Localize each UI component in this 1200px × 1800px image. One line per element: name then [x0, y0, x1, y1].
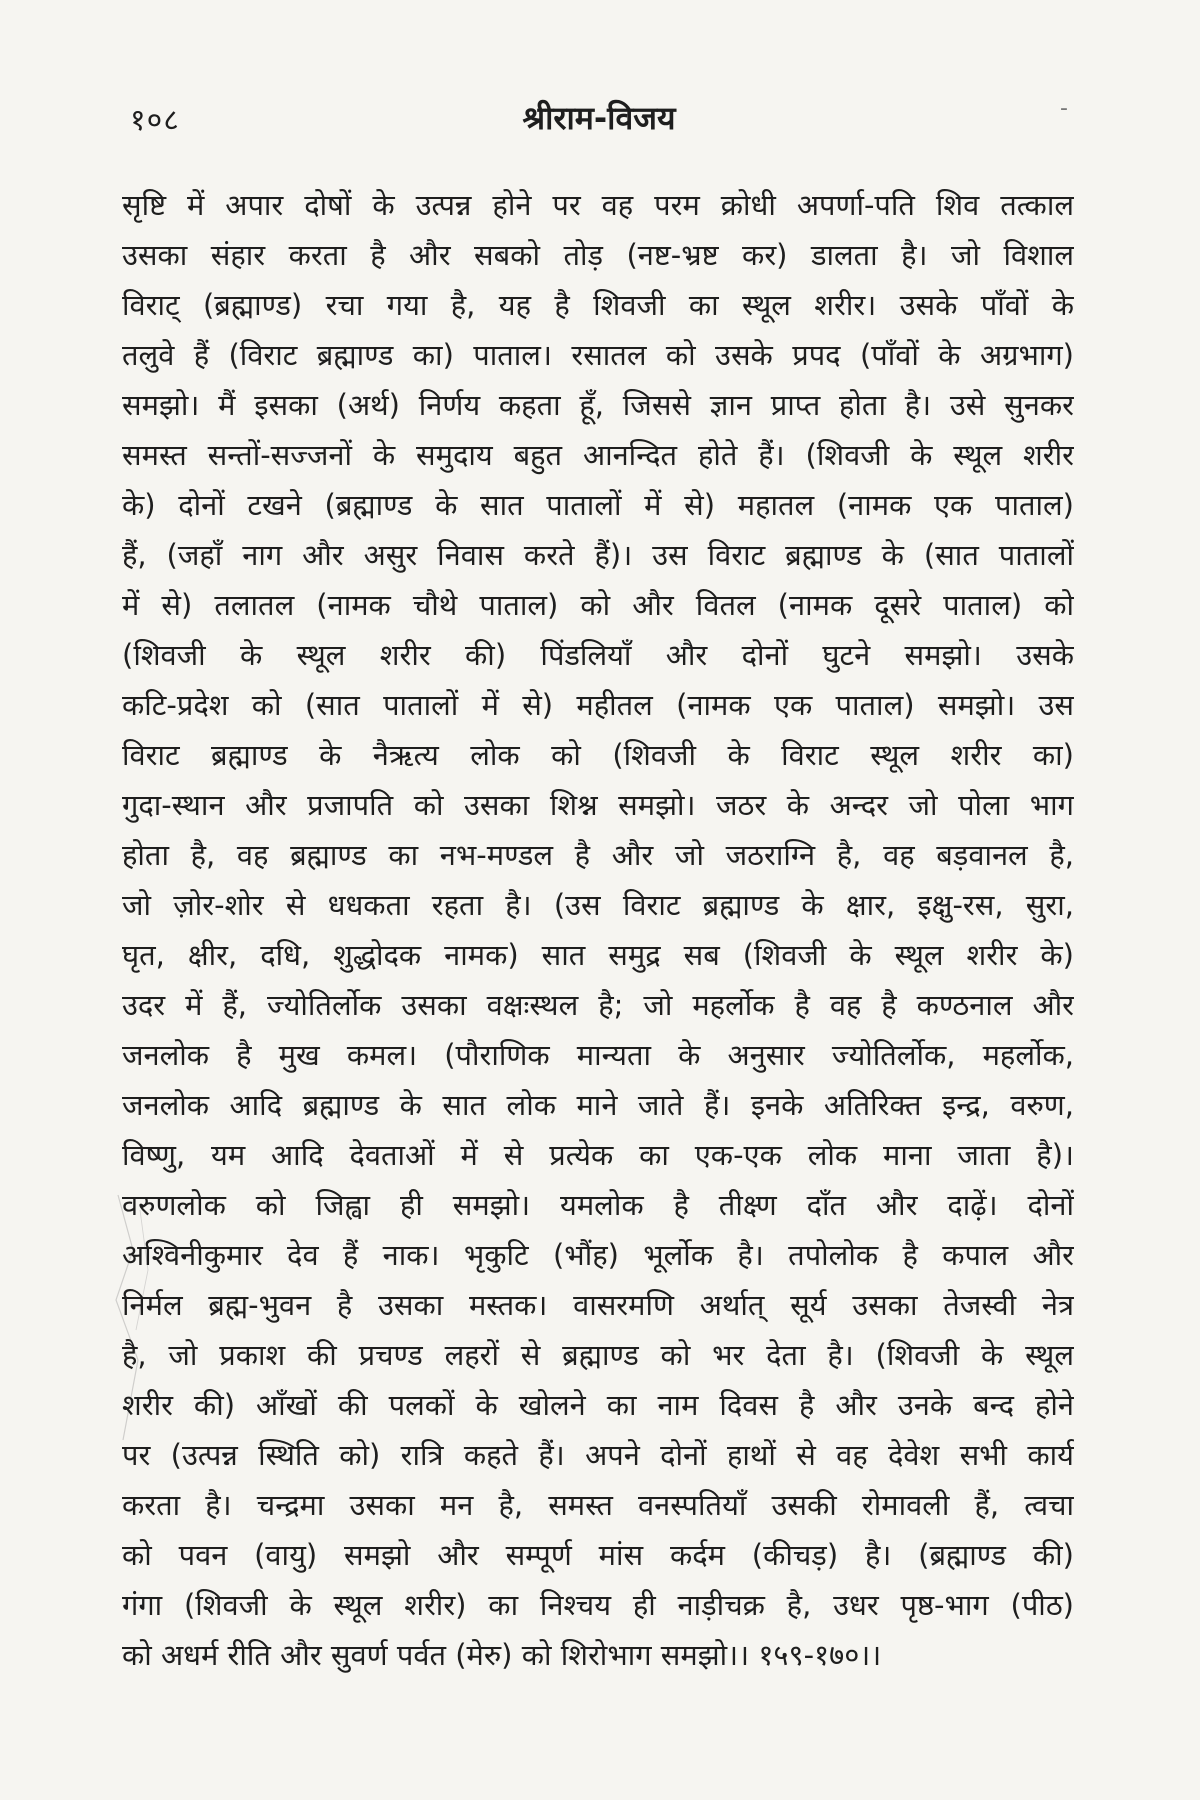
text-line: को अधर्म रीति और सुवर्ण पर्वत (मेरु) को शिरोभाग समझो।। १५९-१७०।।	[122, 1638, 882, 1672]
text-line: होता है, वह ब्रह्माण्ड का नभ-मण्डल है और जो जठराग्नि है, वह बड़वानल है,	[122, 838, 1074, 872]
text-line: अश्विनीकुमार देव हैं नाक। भृकुटि (भौंह) भूर्लोक है। तपोलोक है कपाल और	[122, 1238, 1074, 1272]
text-line: तलुवे हैं (विराट ब्रह्माण्ड का) पाताल। रसातल को उसके प्रपद (पाँवों के अग्रभाग)	[122, 338, 1074, 372]
text-line: गंगा (शिवजी के स्थूल शरीर) का निश्चय ही नाड़ीचक्र है, उधर पृष्ठ-भाग (पीठ)	[122, 1588, 1074, 1622]
text-line: शरीर की) आँखों की पलकों के खोलने का नाम दिवस है और उनके बन्द होने	[122, 1388, 1074, 1422]
body-text	[122, 180, 1074, 1680]
text-line: घृत, क्षीर, दधि, शुद्धोदक नामक) सात समुद्र सब (शिवजी के स्थूल शरीर के)	[122, 938, 1074, 972]
text-line: विराट् (ब्रह्माण्ड) रचा गया है, यह है शिवजी का स्थूल शरीर। उसके पाँवों के	[122, 288, 1074, 322]
text-line: में से) तलातल (नामक चौथे पाताल) को और वितल (नामक दूसरे पाताल) को	[122, 588, 1074, 622]
text-line: समझो। मैं इसका (अर्थ) निर्णय कहता हूँ, जिससे ज्ञान प्राप्त होता है। उसे सुनकर	[122, 388, 1074, 422]
header-mark: -	[1060, 96, 1068, 121]
text-line: विष्णु, यम आदि देवताओं में से प्रत्येक का एक-एक लोक माना जाता है)।	[122, 1138, 1074, 1172]
text-line: गुदा-स्थान और प्रजापति को उसका शिश्न समझो। जठर के अन्दर जो पोला भाग	[122, 788, 1074, 822]
text-line: हैं, (जहाँ नाग और असुर निवास करते हैं)। उस विराट ब्रह्माण्ड के (सात पातालों	[122, 538, 1074, 572]
text-line: उदर में हैं, ज्योतिर्लोक उसका वक्षःस्थल है; जो महर्लोक है वह है कण्ठनाल और	[122, 988, 1074, 1022]
text-line: जो ज़ोर-शोर से धधकता रहता है। (उस विराट ब्रह्माण्ड के क्षार, इक्षु-रस, सुरा,	[122, 888, 1074, 922]
page-header	[130, 92, 1068, 140]
page-number: १०८	[130, 103, 180, 138]
text-line: सृष्टि में अपार दोषों के उत्पन्न होने पर वह परम क्रोधी अपर्णा-पति शिव तत्काल	[122, 188, 1074, 222]
text-line: उसका संहार करता है और सबको तोड़ (नष्ट-भ्रष्ट कर) डालता है। जो विशाल	[122, 238, 1074, 272]
text-line: को पवन (वायु) समझो और सम्पूर्ण मांस कर्दम (कीचड़) है। (ब्रह्माण्ड की)	[122, 1538, 1074, 1572]
text-line: जनलोक है मुख कमल। (पौराणिक मान्यता के अनुसार ज्योतिर्लोक, महर्लोक,	[122, 1038, 1074, 1072]
text-line: समस्त सन्तों-सज्जनों के समुदाय बहुत आनन्दित होते हैं। (शिवजी के स्थूल शरीर	[122, 438, 1074, 472]
running-title: श्रीराम-विजय	[522, 99, 676, 137]
text-line: जनलोक आदि ब्रह्माण्ड के सात लोक माने जाते हैं। इनके अतिरिक्त इन्द्र, वरुण,	[122, 1088, 1074, 1122]
text-line: वरुणलोक को जिह्वा ही समझो। यमलोक है तीक्ष्ण दाँत और दाढ़ें। दोनों	[122, 1188, 1074, 1222]
text-line: पर (उत्पन्न स्थिति को) रात्रि कहते हैं। अपने दोनों हाथों से वह देवेश सभी कार्य	[122, 1438, 1074, 1472]
text-line: है, जो प्रकाश की प्रचण्ड लहरों से ब्रह्माण्ड को भर देता है। (शिवजी के स्थूल	[122, 1338, 1074, 1372]
text-line: विराट ब्रह्माण्ड के नैऋत्य लोक को (शिवजी के विराट स्थूल शरीर का)	[122, 738, 1074, 772]
text-line: करता है। चन्द्रमा उसका मन है, समस्त वनस्पतियाँ उसकी रोमावली हैं, त्वचा	[122, 1488, 1074, 1522]
text-line: निर्मल ब्रह्म-भुवन है उसका मस्तक। वासरमणि अर्थात् सूर्य उसका तेजस्वी नेत्र	[122, 1288, 1074, 1322]
text-line: (शिवजी के स्थूल शरीर की) पिंडलियाँ और दोनों घुटने समझो। उसके	[122, 638, 1074, 672]
text-line: के) दोनों टखने (ब्रह्माण्ड के सात पातालों में से) महातल (नामक एक पाताल)	[122, 488, 1074, 522]
text-line: कटि-प्रदेश को (सात पातालों में से) महीतल (नामक एक पाताल) समझो। उस	[122, 688, 1074, 722]
